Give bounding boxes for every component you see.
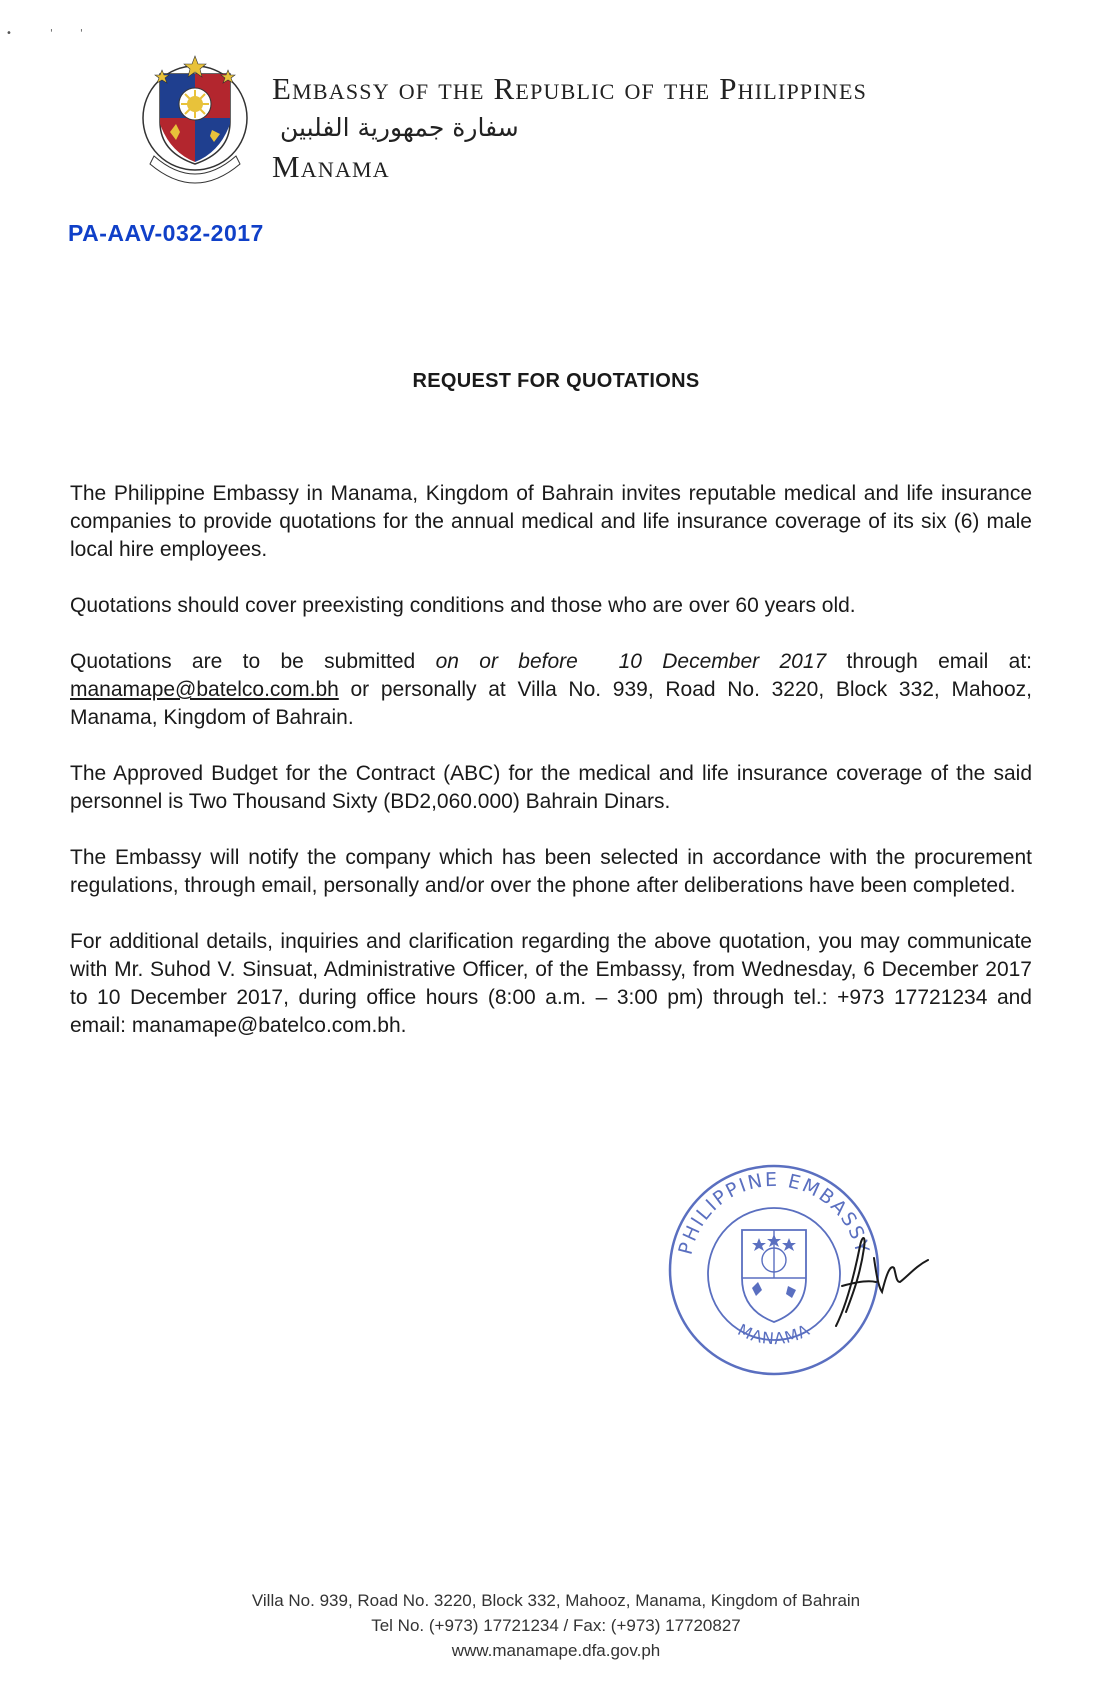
paragraph-invitation: The Philippine Embassy in Manama, Kingdom of Bahrain invites reputable medical and life insurance companies to provide quotations for the annual medical and life insurance coverage of its six (6) male local hire employees.	[70, 482, 1032, 561]
letter-body	[70, 480, 1032, 1068]
scan-speck: •	[6, 28, 12, 39]
paragraph-coverage: Quotations should cover preexisting conditions and those who are over 60 years old.	[70, 594, 856, 617]
scan-speck: '	[80, 28, 83, 39]
footer-phone: Tel No. (+973) 17721234 / Fax: (+973) 17720827	[371, 1616, 741, 1635]
paragraph-submission	[70, 648, 1032, 732]
submission-text: or personally at Villa No. 939, Road No. 3220, Block 332, Mahooz, Manama, Kingdom of Bahrain.	[70, 678, 1032, 729]
embassy-city: Manama	[272, 149, 390, 184]
paragraph-contact: For additional details, inquiries and clarification regarding the above quotation, you may communicate with Mr. Suhod V. Sinsuat, Administrative Officer, of the Embassy, from Wednesday, 6 December 2017 to 10 December 2017, during office hours (8:00 a.m. – 3:00 pm) through tel.: +973 17721234 and email: manamape@batelco.com.bh.	[70, 930, 1032, 1037]
document-heading: REQUEST FOR QUOTATIONS	[412, 370, 700, 392]
email-link[interactable]: manamape@batelco.com.bh	[70, 678, 339, 701]
stamp-top-text: PHILIPPINE EMBASSY	[674, 1168, 874, 1257]
submission-text: through email at:	[826, 650, 1032, 673]
reference-number: PA-AAV-032-2017	[68, 220, 264, 246]
letterhead	[272, 68, 867, 188]
svg-text:MANAMA	[735, 1320, 813, 1348]
scan-speck: '	[50, 28, 53, 39]
footer	[0, 1588, 1112, 1663]
footer-address: Villa No. 939, Road No. 3220, Block 332, Mahooz, Manama, Kingdom of Bahrain	[251, 1591, 861, 1610]
paragraph-notification: The Embassy will notify the company which has been selected in accordance with the procurement regulations, through email, personally and/or over the phone after deliberations have been completed.	[70, 846, 1032, 897]
embassy-title-arabic: سفارة جمهورية الفلبين	[280, 113, 519, 142]
footer-website[interactable]: www.manamape.dfa.gov.ph	[451, 1641, 661, 1660]
philippine-seal-icon	[140, 52, 250, 184]
stamp-bottom-text: MANAMA	[734, 1320, 814, 1349]
deadline-date: 10 December 2017	[618, 650, 827, 673]
embassy-title: Embassy of the Republic of the Philippines	[272, 71, 868, 106]
signature-icon	[816, 1216, 936, 1336]
deadline-intro: on or before	[435, 650, 578, 673]
submission-text: Quotations are to be submitted	[70, 650, 436, 673]
paragraph-budget: The Approved Budget for the Contract (ABC) for the medical and life insurance coverage of the said personnel is Two Thousand Sixty (BD2,060.000) Bahrain Dinars.	[70, 762, 1032, 813]
